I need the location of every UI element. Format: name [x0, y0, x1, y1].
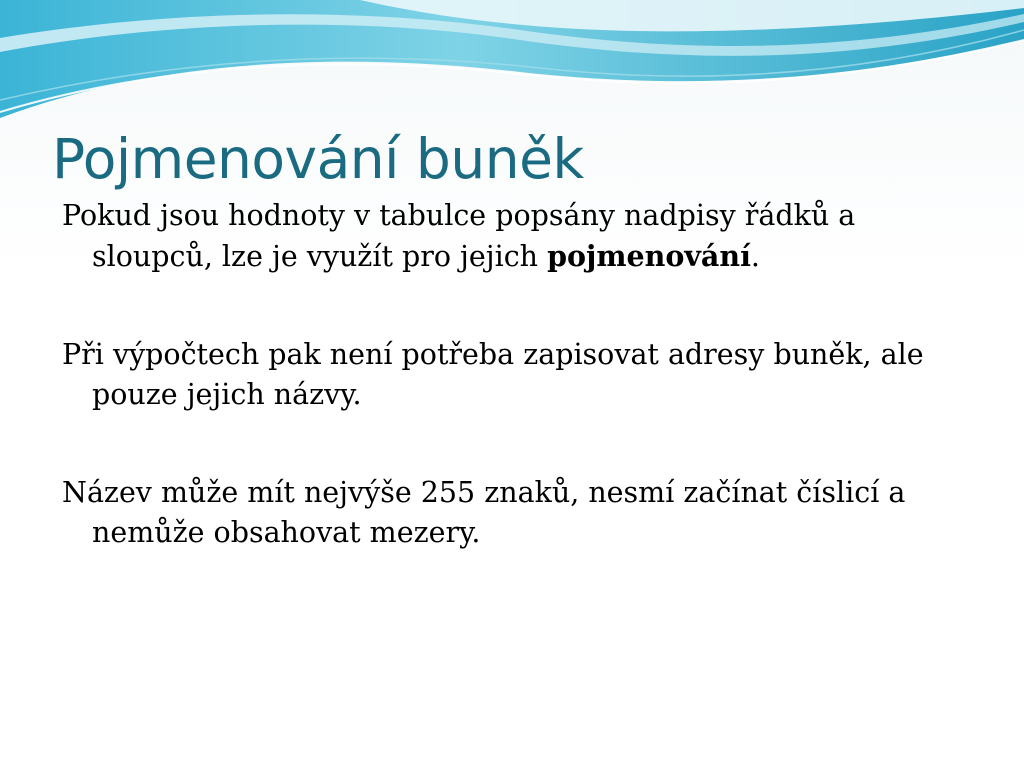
header-wave-decoration [0, 0, 1024, 130]
paragraph-1-text: Pokud jsou hodnoty v tabulce popsány nadpisy řádků a sloupců, lze je využít pro jejich [62, 199, 856, 273]
slide-body [62, 196, 972, 553]
paragraph-1-end: . [750, 240, 760, 273]
paragraph-1 [62, 196, 972, 277]
paragraph-1-bold-term: pojmenování [547, 239, 751, 273]
paragraph-2: Při výpočtech pak není potřeba zapisovat adresy buněk, ale pouze jejich názvy. [62, 338, 924, 411]
paragraph-3: Název může mít nejvýše 255 znaků, nesmí začínat číslicí a nemůže obsahovat mezery. [62, 476, 906, 549]
slide-title: Pojmenování buněk [52, 127, 584, 191]
